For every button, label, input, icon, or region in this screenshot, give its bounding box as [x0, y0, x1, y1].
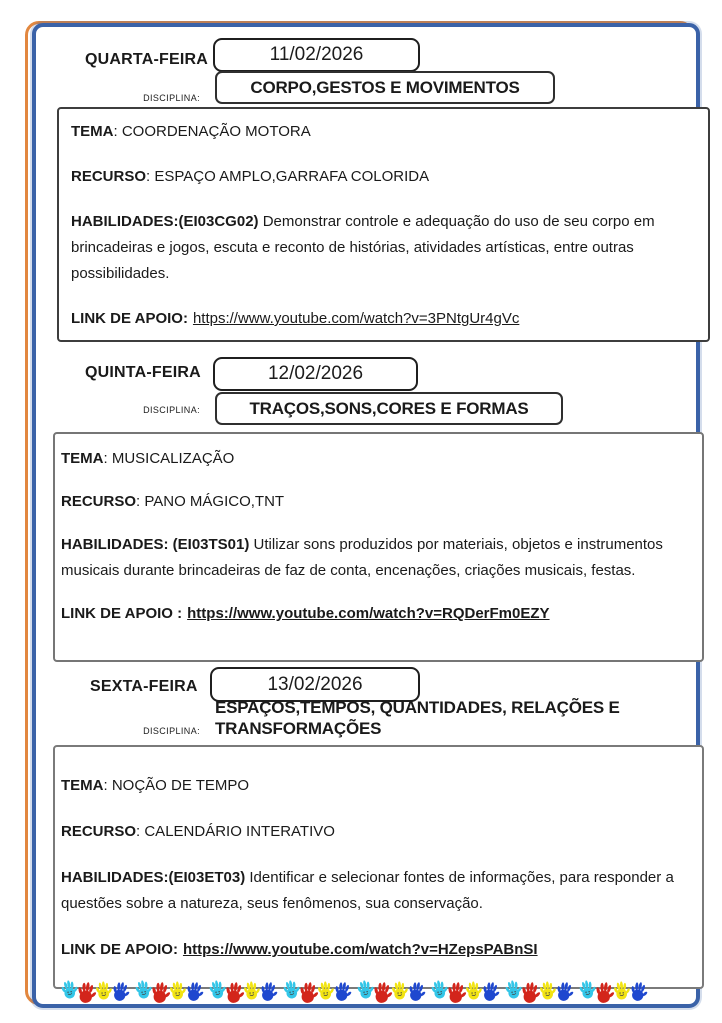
content-box-quarta — [57, 107, 710, 342]
habilidades-label: HABILIDADES: (EI03TS01) — [61, 536, 250, 553]
habilidades-line — [61, 532, 690, 584]
link-line — [71, 306, 696, 332]
link-label: LINK DE APOIO : — [61, 605, 183, 622]
habilidades-value: Identificar e selecionar fontes de informações, para responder a questões sobre a natureza, seus fenômenos, sua conservação. — [61, 869, 674, 912]
blue-hand-icon — [627, 976, 650, 1007]
date-value: 11/02/2026 — [269, 44, 364, 65]
link-line — [61, 601, 690, 627]
day-label-quinta: QUINTA-FEIRA — [85, 364, 201, 381]
habilidades-label: HABILIDADES:(EI03ET03) — [61, 869, 246, 886]
blue-hand-icon — [479, 976, 502, 1007]
support-link-quarta[interactable]: https://www.youtube.com/watch?v=3PNtgUr4gVc — [192, 310, 520, 327]
date-value: 13/02/2026 — [267, 673, 363, 695]
blue-hand-icon — [109, 976, 132, 1007]
blue-hand-icon — [405, 976, 428, 1007]
blue-hand-icon — [183, 976, 206, 1007]
blue-hand-icon — [257, 976, 280, 1007]
habilidades-value: Utilizar sons produzidos por materiais, objetos e instrumentos musicais durante brincadeiras de faz de conta, encenações, criações musicais, festas. — [61, 536, 663, 579]
recurso-label: RECURSO — [61, 493, 137, 510]
day-label-sexta: SEXTA-FEIRA — [90, 678, 198, 695]
discipline-text-sexta: ESPAÇOS,TEMPOS, QUANTIDADES, RELAÇÕES E TRANSFORMAÇÕES — [215, 698, 620, 738]
disciplina-label: DISCIPLINA: — [143, 726, 200, 736]
tema-value: : COORDENAÇÃO MOTORA — [113, 123, 311, 140]
habilidades-line — [71, 209, 696, 287]
habilidades-value: Demonstrar controle e adequação do uso de seu corpo em brincadeiras e jogos, escuta e reconto de histórias, atividades artísticas, entre outras possibilidades. — [71, 213, 655, 282]
recurso-value: : ESPAÇO AMPLO,GARRAFA COLORIDA — [146, 168, 430, 185]
date-box-quinta — [213, 357, 418, 391]
day-label-quarta: QUARTA-FEIRA — [85, 51, 208, 68]
recurso-label: RECURSO — [71, 168, 147, 185]
recurso-line — [71, 164, 696, 190]
blue-hand-icon — [331, 976, 354, 1007]
link-line — [61, 937, 690, 963]
discipline-value: CORPO,GESTOS E MOVIMENTOS — [250, 77, 520, 97]
recurso-line — [61, 819, 690, 845]
recurso-value: : PANO MÁGICO,TNT — [136, 493, 285, 510]
tema-label: TEMA — [61, 777, 104, 794]
content-box-sexta — [53, 745, 704, 989]
hands-border — [61, 972, 667, 1005]
recurso-label: RECURSO — [61, 823, 137, 840]
discipline-value: TRAÇOS,SONS,CORES E FORMAS — [249, 398, 529, 418]
tema-value: : MUSICALIZAÇÃO — [103, 450, 235, 467]
tema-value: : NOÇÃO DE TEMPO — [103, 777, 250, 794]
date-box-quarta — [213, 38, 420, 72]
discipline-box-quinta — [215, 392, 563, 425]
link-label: LINK DE APOIO: — [71, 310, 188, 327]
blue-hand-icon — [553, 976, 576, 1007]
tema-label: TEMA — [71, 123, 114, 140]
disciplina-label: DISCIPLINA: — [143, 405, 200, 415]
tema-line — [61, 773, 690, 799]
habilidades-label: HABILIDADES:(EI03CG02) — [71, 213, 259, 230]
tema-line — [71, 119, 696, 145]
date-value: 12/02/2026 — [267, 363, 364, 384]
support-link-quinta[interactable]: https://www.youtube.com/watch?v=RQDerFm0EZY — [187, 605, 550, 622]
link-label: LINK DE APOIO: — [61, 941, 178, 958]
tema-line — [61, 446, 690, 472]
content-box-quinta — [53, 432, 704, 662]
support-link-sexta[interactable]: https://www.youtube.com/watch?v=HZepsPABnSI — [182, 941, 538, 958]
disciplina-label: DISCIPLINA: — [143, 93, 200, 103]
tema-label: TEMA — [61, 450, 104, 467]
recurso-line — [61, 489, 690, 515]
habilidades-line — [61, 865, 690, 917]
recurso-value: : CALENDÁRIO INTERATIVO — [136, 823, 335, 840]
discipline-box-quarta — [215, 71, 555, 104]
